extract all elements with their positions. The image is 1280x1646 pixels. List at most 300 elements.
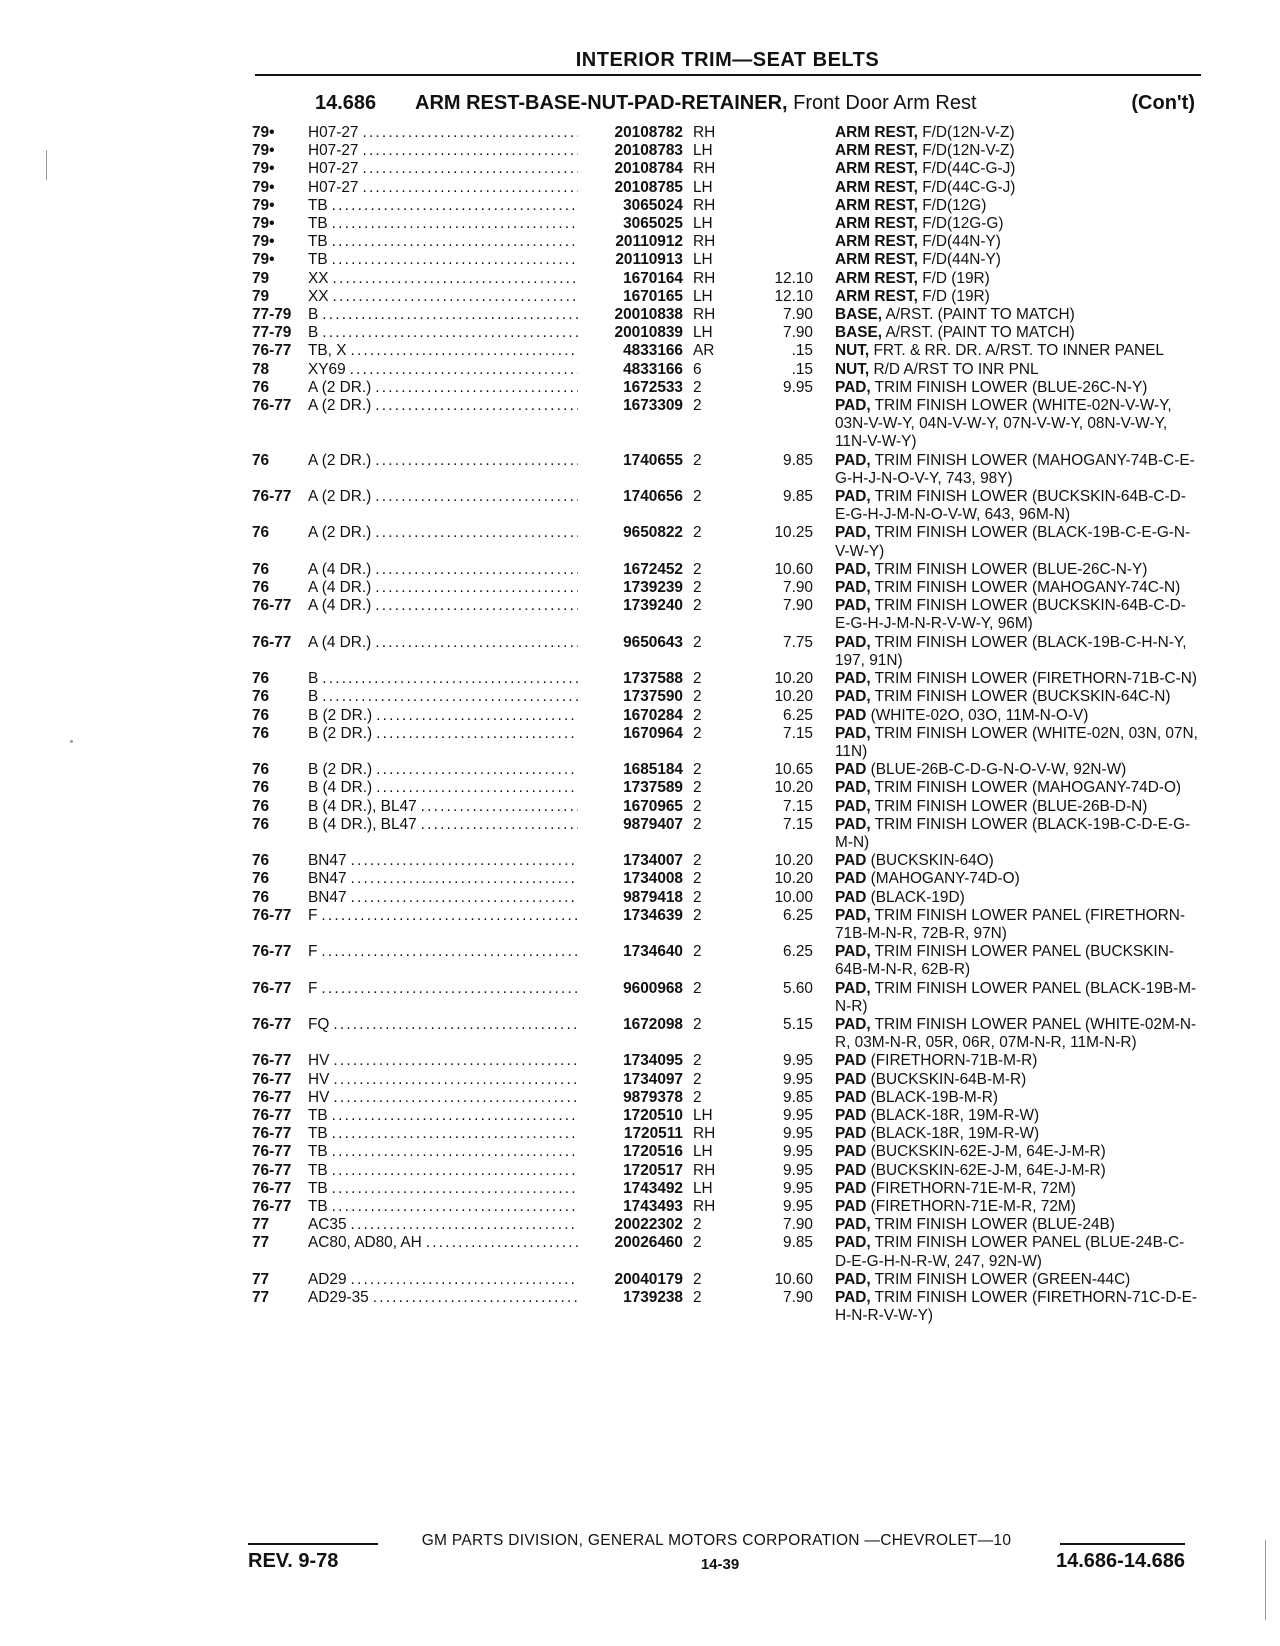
description (835, 124, 1200, 142)
description-keyword: PAD, (835, 1289, 871, 1306)
description-text: TRIM FINISH LOWER (MAHOGANY-74C-N) (870, 579, 1181, 597)
model-code: TB (308, 215, 328, 233)
description-keyword: PAD (835, 1088, 867, 1106)
ref-number: 76-77 (252, 633, 292, 651)
ref-number: 76-77 (252, 943, 292, 961)
ref-number: 79• (252, 233, 275, 251)
quantity: RH (693, 1197, 716, 1215)
model-code-cell (308, 1234, 578, 1270)
price: 9.95 (783, 378, 813, 396)
ref-number: 79• (252, 124, 275, 141)
model-code: XX (308, 269, 329, 287)
ref-number: 79• (252, 160, 275, 178)
table-row (252, 488, 1200, 524)
part-number: 20022302 (614, 1216, 683, 1234)
part-number: 9879418 (623, 888, 683, 906)
dot-leader (376, 707, 578, 725)
description-text: F/D(44C-G-J) (917, 178, 1016, 196)
ref-number: 79 (252, 287, 270, 305)
description-text: (BUCKSKIN-62E-J-M, 64E-J-M-R) (866, 1143, 1106, 1161)
dot-leader (373, 1289, 578, 1307)
model-code: A (2 DR.) (308, 451, 372, 469)
quantity: 2 (693, 852, 702, 870)
description-text: TRIM FINISH LOWER PANEL (WHITE-02M-N-R, 03M-N-R, 05R, 06R, 07M-N-R, 11M-N-R) (835, 1015, 1197, 1052)
part-number: 1739240 (623, 597, 683, 615)
table-row (252, 342, 1200, 360)
quantity: RH (693, 233, 716, 251)
description-keyword: PAD (835, 888, 867, 906)
dot-leader (376, 779, 578, 797)
model-code-cell (308, 889, 578, 907)
model-code: A (4 DR.) (308, 579, 372, 597)
description-keyword: ARM REST, (835, 178, 918, 196)
description-text: A/RST. (PAINT TO MATCH) (882, 306, 1075, 324)
ref-number: 76 (252, 524, 270, 542)
description-keyword: PAD, (835, 597, 871, 615)
price: 10.20 (774, 670, 813, 688)
model-code-cell (308, 907, 578, 943)
price: 10.60 (774, 1270, 813, 1288)
model-code: B (4 DR.) (308, 779, 373, 797)
section-subtitle: Front Door Arm Rest (793, 92, 977, 114)
table-row (252, 1107, 1200, 1125)
dot-leader (332, 197, 578, 215)
quantity: 2 (693, 761, 702, 779)
description-text: F/D(44N-Y) (917, 233, 1001, 251)
model-code: B (2 DR.) (308, 724, 373, 742)
price (733, 197, 835, 215)
description (835, 798, 1200, 816)
quantity: RH (693, 124, 716, 141)
price: 9.95 (783, 1197, 813, 1215)
quantity: 2 (693, 1088, 702, 1106)
model-code: B (2 DR.) (308, 761, 373, 779)
ref-number: 76-77 (252, 1088, 292, 1106)
table-row (252, 1162, 1200, 1180)
model-code: TB (308, 251, 328, 269)
part-number: 4833166 (623, 342, 683, 360)
ref-number: 76 (252, 560, 270, 578)
description-keyword: PAD, (835, 1216, 871, 1234)
description (835, 179, 1200, 197)
dot-leader (333, 1089, 578, 1107)
part-number: 1672098 (623, 1015, 683, 1033)
part-number: 20026460 (614, 1234, 683, 1252)
model-code-cell (308, 579, 578, 597)
description-text: TRIM FINISH LOWER (BLUE-26C-N-Y) (870, 378, 1148, 396)
description-text: TRIM FINISH LOWER (BLUE-26B-D-N) (870, 797, 1148, 815)
description-keyword: ARM REST, (835, 124, 918, 141)
ref-number: 79 (252, 269, 270, 287)
table-row (252, 1271, 1200, 1289)
part-number: 1720517 (623, 1161, 683, 1179)
dot-leader (362, 179, 578, 197)
model-code-cell (308, 1162, 578, 1180)
description-keyword: PAD, (835, 797, 871, 815)
description-text: TRIM FINISH LOWER (GREEN-44C) (870, 1270, 1131, 1288)
part-number: 20108784 (614, 160, 683, 178)
model-code-cell (308, 798, 578, 816)
model-code-cell (308, 233, 578, 251)
quantity: RH (693, 196, 716, 214)
description (835, 160, 1200, 178)
ref-number: 79• (252, 251, 275, 269)
dot-leader (322, 670, 578, 688)
description (835, 561, 1200, 579)
quantity: LH (693, 1143, 713, 1161)
table-row (252, 1016, 1200, 1052)
table-row (252, 361, 1200, 379)
quantity: 2 (693, 943, 702, 961)
table-row (252, 215, 1200, 233)
description-keyword: PAD, (835, 488, 871, 506)
model-code: XY69 (308, 360, 346, 378)
dot-leader (375, 452, 578, 470)
scan-margin-mark (70, 740, 73, 743)
quantity: 2 (693, 779, 702, 797)
description (835, 1271, 1200, 1289)
description-keyword: ARM REST, (835, 287, 918, 305)
section-title (315, 92, 1195, 115)
quantity: 2 (693, 378, 702, 396)
price (733, 124, 835, 142)
model-code-cell (308, 670, 578, 688)
dot-leader (375, 634, 578, 652)
part-number: 1737588 (623, 670, 683, 688)
price (733, 233, 835, 251)
dot-leader (351, 889, 579, 907)
table-row (252, 980, 1200, 1016)
description (835, 943, 1200, 979)
dot-leader (332, 1198, 578, 1216)
description-keyword: PAD (835, 870, 867, 888)
table-row (252, 1125, 1200, 1143)
price: 7.15 (783, 724, 813, 742)
description-keyword: PAD, (835, 979, 871, 997)
model-code: A (4 DR.) (308, 597, 372, 615)
ref-number: 76 (252, 451, 270, 469)
ref-number: 79• (252, 215, 275, 233)
part-number: 1739239 (623, 579, 683, 597)
parts-table (252, 124, 1203, 1325)
model-code-cell (308, 306, 578, 324)
description (835, 1216, 1200, 1234)
model-code: B (308, 324, 319, 342)
dot-leader (332, 1125, 578, 1143)
part-number: 20110912 (615, 233, 683, 251)
quantity: 2 (693, 979, 702, 997)
description-keyword: PAD, (835, 724, 871, 742)
model-code: BN47 (308, 870, 347, 888)
description (835, 907, 1200, 943)
description (835, 761, 1200, 779)
page-header: INTERIOR TRIM—SEAT BELTS (575, 49, 880, 71)
table-row (252, 1198, 1200, 1216)
quantity: 2 (693, 1289, 702, 1306)
description-text: TRIM FINISH LOWER (BLACK-19B-C-H-N-Y, 197, 91N) (835, 633, 1191, 669)
part-number: 3065025 (623, 215, 683, 233)
quantity: RH (693, 1125, 716, 1143)
dot-leader (332, 1162, 578, 1180)
quantity: 2 (693, 597, 702, 615)
description (835, 1162, 1200, 1180)
model-code: AC80, AD80, AH (308, 1234, 422, 1252)
description-text: (BUCKSKIN-62E-J-M, 64E-J-M-R) (866, 1161, 1106, 1179)
description-keyword: PAD (835, 761, 867, 779)
part-number: 1673309 (623, 397, 683, 415)
quantity: RH (693, 269, 716, 287)
part-number: 1720516 (623, 1143, 683, 1161)
part-number: 1720511 (623, 1125, 683, 1143)
part-number: 1720510 (623, 1106, 683, 1124)
description-text: F/D(44N-Y) (917, 251, 1001, 269)
footer-page-number: 14-39 (700, 1556, 740, 1573)
price: 10.20 (774, 852, 813, 870)
table-row (252, 306, 1200, 324)
quantity: 2 (693, 1052, 702, 1070)
description-keyword: PAD (835, 1197, 867, 1215)
model-code-cell (308, 142, 578, 160)
description (835, 452, 1200, 488)
description (835, 233, 1200, 251)
dot-leader (426, 1234, 578, 1252)
part-number: 20108785 (614, 178, 683, 196)
model-code: A (2 DR.) (308, 378, 372, 396)
part-number: 1734008 (623, 870, 683, 888)
ref-number: 76-77 (252, 1070, 292, 1088)
quantity: RH (693, 1161, 716, 1179)
part-number: 3065024 (623, 196, 683, 214)
description-keyword: PAD (835, 1052, 867, 1070)
ref-number: 76-77 (252, 1179, 292, 1197)
table-row (252, 688, 1200, 706)
price: 7.15 (783, 815, 813, 833)
description-text: TRIM FINISH LOWER (BUCKSKIN-64B-C-D-E-G-H-J-M-N-R-V-W-Y, 96M) (835, 597, 1186, 633)
model-code-cell (308, 270, 578, 288)
dot-leader (350, 361, 578, 379)
part-number: 20010839 (614, 324, 683, 342)
table-row (252, 907, 1200, 943)
price: 9.85 (783, 1234, 813, 1252)
description-text: TRIM FINISH LOWER PANEL (BLUE-24B-C-D-E-G-H-N-R-W, 247, 92N-W) (835, 1234, 1185, 1270)
description (835, 688, 1200, 706)
description-keyword: ARM REST, (835, 196, 918, 214)
description-keyword: PAD (835, 706, 867, 724)
price: 7.75 (783, 633, 813, 651)
price: .15 (791, 342, 813, 360)
price (733, 397, 835, 452)
description (835, 397, 1200, 452)
model-code: TB (308, 1125, 328, 1143)
model-code: HV (308, 1052, 330, 1070)
part-number: 1740655 (623, 451, 683, 469)
model-code: TB (308, 1179, 328, 1197)
ref-number: 76-77 (252, 979, 292, 997)
model-code: B (2 DR.) (308, 706, 373, 724)
price: 10.60 (774, 560, 813, 578)
model-code: XX (308, 287, 329, 305)
table-row (252, 1180, 1200, 1198)
ref-number: 77 (252, 1270, 270, 1288)
description-keyword: PAD, (835, 397, 871, 415)
dot-leader (376, 761, 578, 779)
part-number: 1670165 (623, 287, 683, 305)
part-number: 1672452 (623, 560, 683, 578)
part-number: 20108782 (614, 124, 683, 141)
ref-number: 76-77 (252, 1015, 292, 1033)
table-row (252, 561, 1200, 579)
table-row (252, 324, 1200, 342)
dot-leader (421, 798, 578, 816)
quantity: 2 (693, 560, 702, 578)
description-keyword: ARM REST, (835, 160, 918, 178)
model-code: H07-27 (308, 142, 359, 160)
description-text: F/D (19R) (917, 269, 990, 287)
table-row (252, 816, 1200, 852)
description-text: R/D A/RST TO INR PNL (869, 360, 1039, 378)
description-keyword: PAD (835, 1143, 867, 1161)
quantity: 2 (693, 579, 702, 597)
ref-number: 76 (252, 815, 270, 833)
model-code: HV (308, 1070, 330, 1088)
description-keyword: PAD, (835, 906, 871, 924)
table-row (252, 452, 1200, 488)
price: 10.20 (774, 779, 813, 797)
description-text: TRIM FINISH LOWER (FIRETHORN-71B-C-N) (870, 670, 1197, 688)
price (733, 179, 835, 197)
model-code: AD29 (308, 1270, 347, 1288)
scan-margin-mark (46, 150, 47, 180)
dot-leader (321, 943, 578, 961)
model-code-cell (308, 779, 578, 797)
quantity: 2 (693, 724, 702, 742)
part-number: 1670965 (623, 797, 683, 815)
price (733, 142, 835, 160)
model-code-cell (308, 1198, 578, 1216)
model-code: A (2 DR.) (308, 397, 372, 415)
table-row (252, 179, 1200, 197)
model-code: B (308, 306, 319, 324)
part-number: 20040179 (614, 1270, 683, 1288)
quantity: 2 (693, 688, 702, 706)
section-number: 14.686 (315, 92, 377, 114)
description-keyword: PAD, (835, 670, 871, 688)
dot-leader (332, 1107, 578, 1125)
description-keyword: PAD, (835, 579, 871, 597)
price: 7.90 (783, 1216, 813, 1234)
description (835, 270, 1200, 288)
description (835, 1125, 1200, 1143)
table-row (252, 1216, 1200, 1234)
model-code: TB (308, 1161, 328, 1179)
description (835, 379, 1200, 397)
description-text: (FIRETHORN-71E-M-R, 72M) (866, 1197, 1076, 1215)
ref-number: 76-77 (252, 906, 292, 924)
model-code-cell (308, 870, 578, 888)
model-code-cell (308, 1107, 578, 1125)
dot-leader (375, 579, 578, 597)
ref-number: 76 (252, 852, 270, 870)
ref-number: 76 (252, 870, 270, 888)
model-code-cell (308, 1089, 578, 1107)
description (835, 597, 1200, 633)
table-row (252, 724, 1203, 761)
dot-leader (375, 597, 578, 615)
description (835, 324, 1200, 342)
model-code-cell (308, 397, 578, 452)
ref-number: 76 (252, 724, 270, 742)
section-continued: (Con't) (1131, 92, 1195, 114)
description-text: TRIM FINISH LOWER (BUCKSKIN-64C-N) (870, 688, 1171, 706)
description-text: (BUCKSKIN-64B-M-R) (866, 1070, 1027, 1088)
description-keyword: PAD (835, 1125, 867, 1143)
model-code: B (308, 670, 319, 688)
ref-number: 76 (252, 378, 270, 396)
ref-number: 76 (252, 797, 270, 815)
model-code-cell (308, 1143, 578, 1161)
model-code-cell (308, 160, 578, 178)
description-text: F/D(12G-G) (917, 215, 1004, 233)
description-text: F/D(12N-V-Z) (917, 124, 1015, 141)
table-row (252, 142, 1200, 160)
description-text: TRIM FINISH LOWER (BLACK-19B-C-E-G-N-V-W-Y) (835, 524, 1191, 560)
ref-number: 77 (252, 1234, 270, 1252)
price: 10.20 (774, 688, 813, 706)
description (835, 724, 1203, 761)
description-keyword: ARM REST, (835, 142, 918, 160)
part-number: 9650822 (623, 524, 683, 542)
model-code: A (4 DR.) (308, 633, 372, 651)
dot-leader (362, 142, 578, 160)
model-code-cell (308, 379, 578, 397)
description (835, 1143, 1200, 1161)
quantity: 2 (693, 670, 702, 688)
price: 6.25 (783, 906, 813, 924)
part-number: 20108783 (614, 142, 683, 160)
section-name: ARM REST-BASE-NUT-PAD-RETAINER, (415, 92, 788, 114)
ref-number: 79• (252, 196, 275, 214)
description-text: TRIM FINISH LOWER (FIRETHORN-71C-D-E-H-N-R-V-W-Y) (835, 1289, 1197, 1325)
table-row (252, 524, 1200, 560)
table-row (252, 1071, 1200, 1089)
dot-leader (322, 324, 578, 342)
part-number: 9600968 (623, 979, 683, 997)
model-code: TB (308, 233, 328, 251)
description-keyword: NUT, (835, 360, 870, 378)
dot-leader (332, 233, 578, 251)
footer-rule-right (1060, 1543, 1185, 1545)
quantity: LH (693, 251, 713, 269)
part-number: 1734640 (623, 943, 683, 961)
price: 10.20 (774, 870, 813, 888)
description (835, 288, 1200, 306)
model-code-cell (308, 688, 578, 706)
quantity: LH (693, 1179, 713, 1197)
price: 9.95 (783, 1143, 813, 1161)
dot-leader (321, 907, 578, 925)
model-code: F (308, 979, 318, 997)
model-code: F (308, 943, 318, 961)
price: 9.95 (783, 1106, 813, 1124)
dot-leader (375, 488, 578, 506)
description-text: (BLACK-19D) (866, 888, 965, 906)
table-row (252, 251, 1200, 269)
dot-leader (421, 816, 578, 834)
model-code-cell (308, 288, 578, 306)
model-code-cell (308, 452, 578, 488)
part-number: 20110913 (615, 251, 683, 269)
description-text: TRIM FINISH LOWER (BLUE-26C-N-Y) (870, 560, 1148, 578)
